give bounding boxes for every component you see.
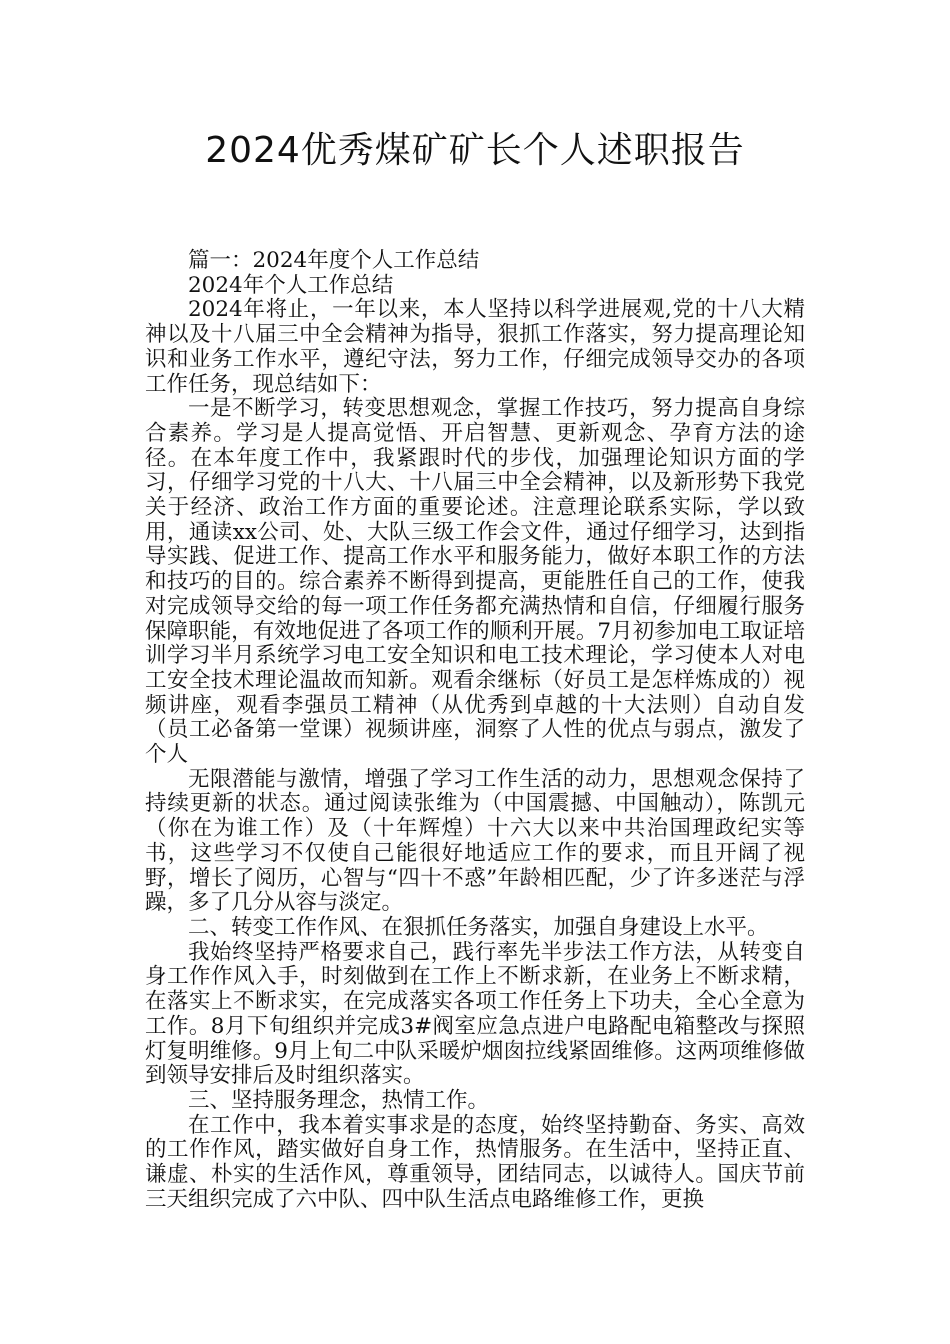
section-heading: 三、坚持服务理念，热情工作。 [188, 1087, 490, 1113]
sub-heading: 2024年个人工作总结 [188, 272, 394, 298]
document-body [145, 249, 805, 1212]
body-paragraph: 2024年将止，一年以来，本人坚持以科学进展观,党的十八大精神以及十八届三中全会精神为指导，狠抓工作落实，努力提高理论知识和业务工作水平，遵纪守法，努力工作，仔细完成领导交办的各项工作任务，现总结如下： [145, 297, 805, 397]
body-paragraph: 无限潜能与激情，增强了学习工作生活的动力，思想观念保持了持续更新的状态。通过阅读张维为（中国震撼、中国触动），陈凯元（你在为谁工作）及（十年辉煌）十六大以来中共治国理政纪实等书，这些学习不仅使自己能很好地适应工作的要求，而且开阔了视野，增长了阅历，心智与“四十不惑”年龄相匹配，少了许多迷茫与浮躁，多了几分从容与淡定。 [145, 766, 805, 916]
body-paragraph: 在工作中，我本着实事求是的态度，始终坚持勤奋、务实、高效的工作作风，踏实做好自身工作，热情服务。在生活中，坚持正直、谦虚、朴实的生活作风，尊重领导，团结同志，以诚待人。国庆节前三天组织完成了六中队、四中队生活点电路维修工作，更换 [145, 1112, 805, 1212]
body-paragraph: 我始终坚持严格要求自己，践行率先半步法工作方法，从转变自身工作作风入手，时刻做到在工作上不断求新，在业务上不断求精，在落实上不断求实，在完成落实各项工作任务上下功夫，全心全意为工作。8月下旬组织并完成3#阀室应急点进户电路配电箱整改与探照灯复明维修。9月上旬二中队采暖炉烟囱拉线紧固维修。这两项维修做到领导安排后及时组织落实。 [145, 939, 805, 1089]
section-heading: 二、转变工作作风、在狠抓任务落实，加强自身建设上水平。 [188, 914, 769, 940]
section-heading: 篇一：2024年度个人工作总结 [188, 248, 480, 273]
document-title: 2024优秀煤矿矿长个人述职报告 [205, 130, 745, 171]
body-paragraph: 一是不断学习，转变思想观念，掌握工作技巧，努力提高自身综合素养。学习是人提高觉悟、开启智慧、更新观念、孕育方法的途径。在本年度工作中，我紧跟时代的步伐，加强理论知识方面的学习，仔细学习党的十八大、十八届三中全会精神，以及新形势下我党关于经济、政治工作方面的重要论述。注意理论联系实际，学以致用，通读xx公司、处、大队三级工作会文件，通过仔细学习，达到指导实践、促进工作、提高工作水平和服务能力，做好本职工作的方法和技巧的目的。综合素养不断得到提高，更能胜任自己的工作，使我对完成领导交给的每一项工作任务都充满热情和自信，仔细履行服务保障职能，有效地促进了各项工作的顺利开展。7月初参加电工取证培训学习半月系统学习电工安全知识和电工技术理论，学习使本人对电工安全技术理论温故而知新。观看余继标（好员工是怎样炼成的）视频讲座，观看李强员工精神（从优秀到卓越的十大法则）自动自发（员工必备第一堂课）视频讲座，洞察了人性的优点与弱点，激发了个人 [145, 396, 805, 768]
